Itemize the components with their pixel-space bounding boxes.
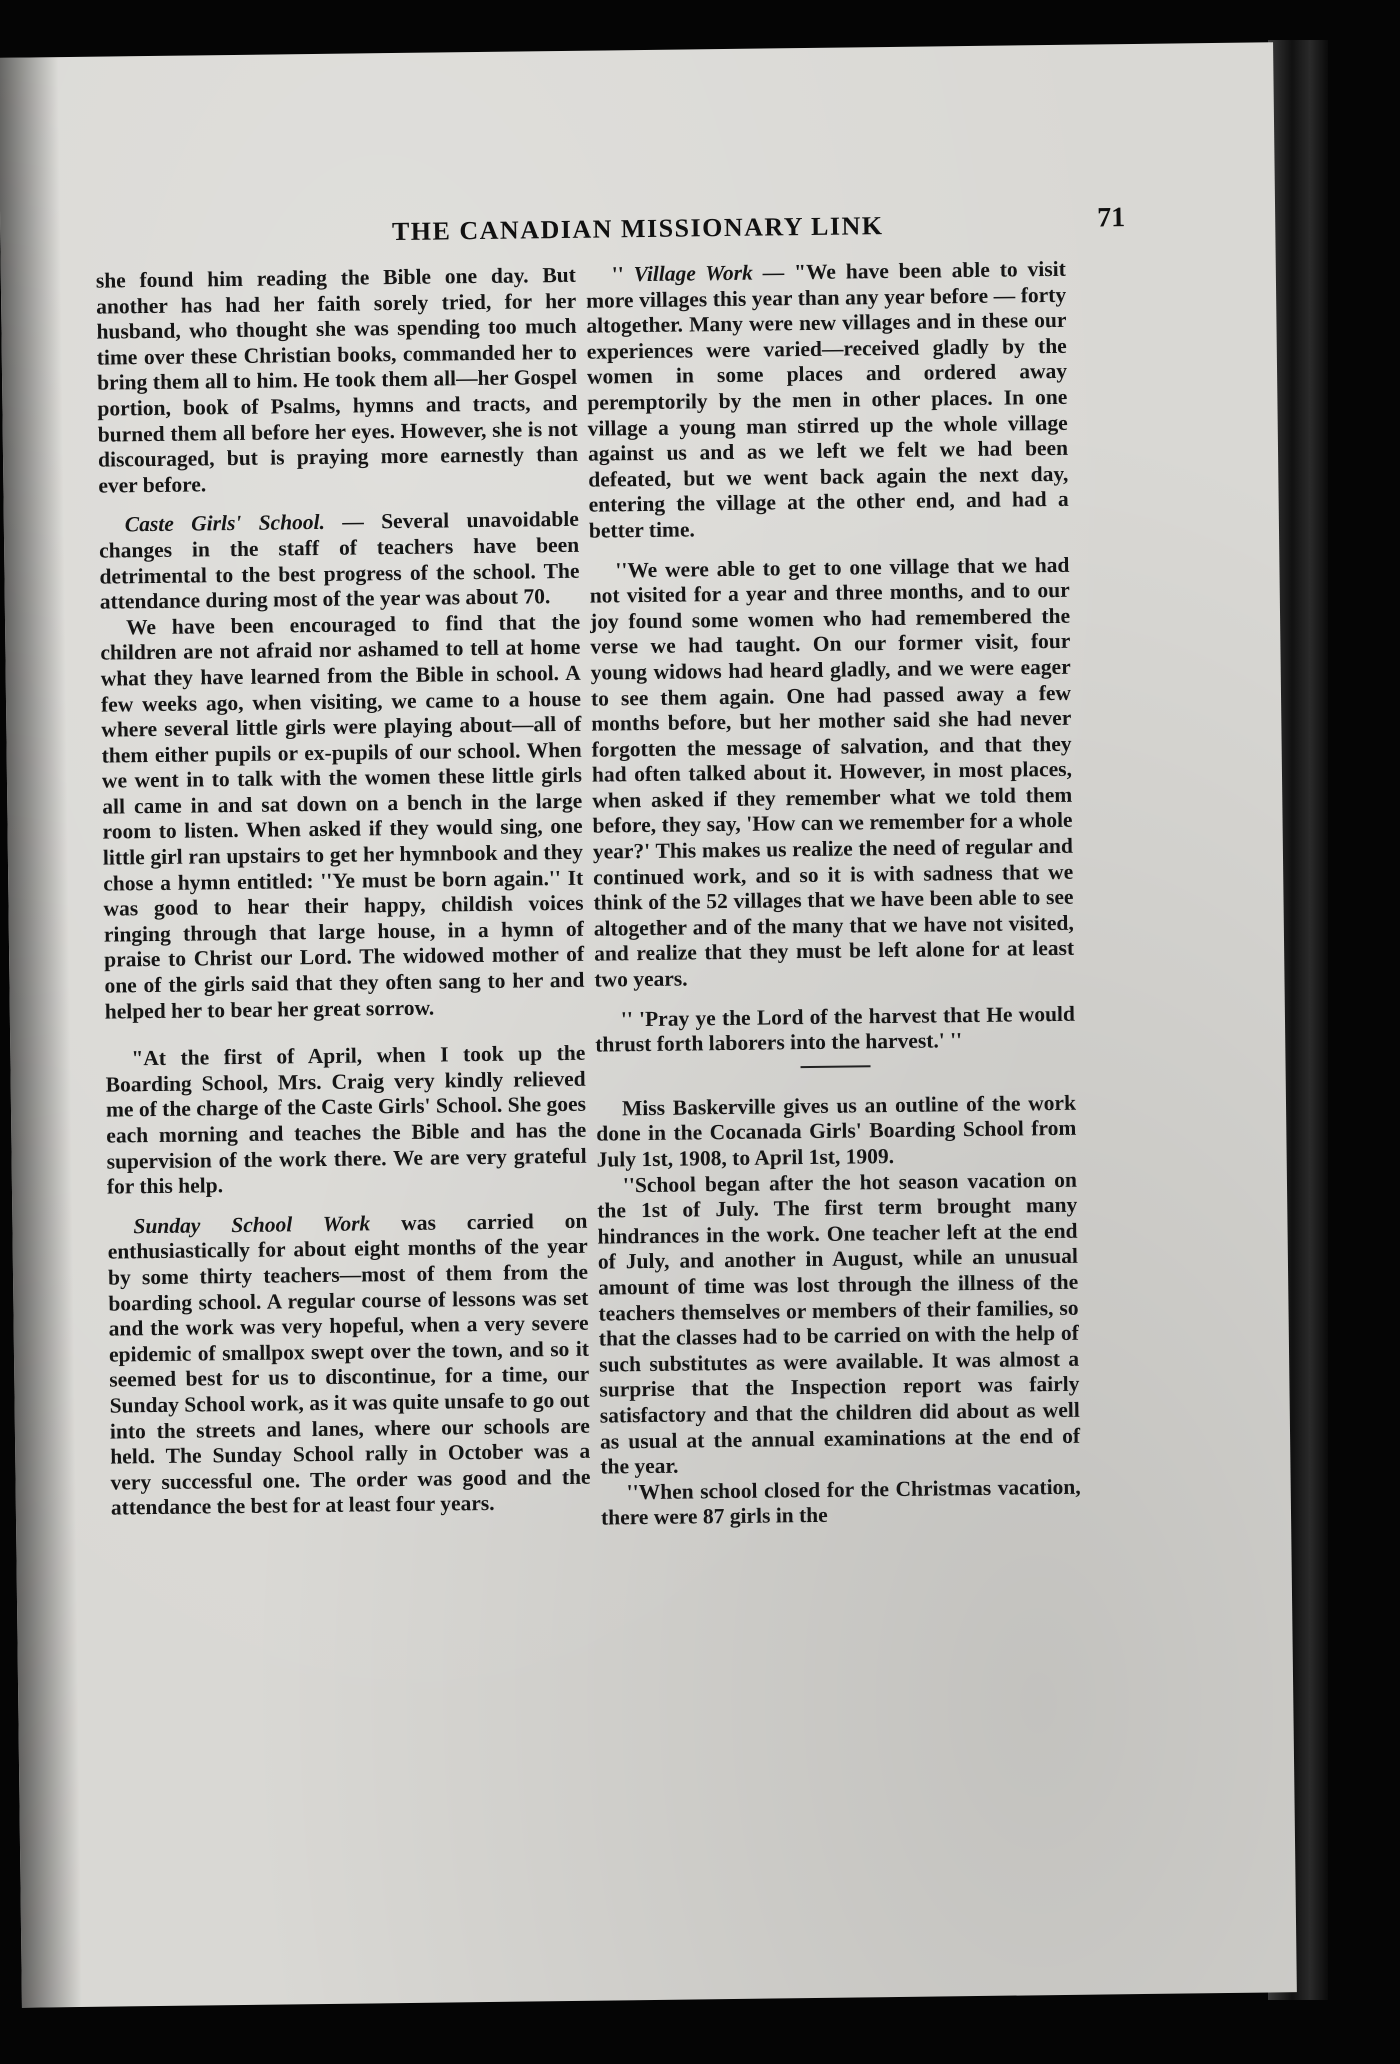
- paragraph-text: was carried on enthusiastically for about eight months of the year by some thirty teachers—most of them from the boarding school. A regular course of lessons was set and the work was very hopeful, when a very severe epidemic of smallpox swept over the town, and so it seemed best for us to discontinue, for a time, our Sunday School work, as it was quite unsafe to go out into the streets and lanes, where our schools are held. The Sunday School rally in October was a very successful one. The order was good and the attendance the best for at least four years.: [107, 1208, 591, 1520]
- document-page: [0, 42, 1297, 2007]
- paragraph-text: — Several unavoidable changes in the staff of teachers have been detrimental to the best progress of the school. The attendance during most of the year was about 70.: [99, 507, 580, 614]
- paragraph-village-work: [586, 257, 1069, 544]
- paragraph: ''When school closed for the Christmas vacation, there were 87 girls in the: [600, 1474, 1081, 1530]
- paragraph-sunday-school: [107, 1209, 591, 1522]
- page-number: 71: [1096, 202, 1126, 234]
- paragraph-text: — "We have been able to visit more villages this year than any year before — forty altogether. Many were new villages and in these our experiences were varied—received gladly by the women in some places and ordered away peremptorily by the men in other places. In one village a young man stirred up the whole village against us and as we left we felt we had been defeated, but we went back again the next day, entering the village at the other end, and had a better time.: [585, 256, 1069, 543]
- paragraph: ''We were able to get to one village that we had not visited for a year and three months, and to our joy found some women who had remembered the verse we had taught. On our former visit, four young widows had heard gladly, and we were eager to see them again. One had passed away a few months before, but her mother said she had never forgotten the message of salvation, and that they had often talked about it. However, in most places, when asked if they remember what we told them before, they say, 'How can we remember for a whole year?' This makes us realize the need of regular and continued work, and so it is with sadness that we think of the 52 villages that we have been able to see altogether and of the many that we have not visited, and realize that they must be left alone for at least two years.: [589, 552, 1075, 992]
- section-heading: Village Work: [633, 260, 753, 287]
- paragraph-scripture-quote: '' 'Pray ye the Lord of the harvest that He would thrust forth laborers into the harvest.' '': [595, 1001, 1076, 1057]
- section-heading: Sunday School Work: [133, 1211, 371, 1239]
- paragraph: she found him reading the Bible one day. But another has had her faith sorely tried, for her husband, who thought she was spending too much time over these Christian books, commanded her to bring them all to him. He took them all—her Gospel portion, book of Psalms, hymns and tracts, and burned them all before her eyes. However, she is not discouraged, but is praying more earnestly than ever before.: [95, 262, 579, 498]
- paragraph-caste-girls-school: [99, 507, 580, 615]
- paragraph: ''School began after the hot season vacation on the 1st of July. The first term brought many hindrances in the work. One teacher left at the end of July, and another in August, while an unusual amount of time was lost through the illness of the teachers themselves or members of their families, so that the classes had to be carried on with the help of such substitutes as were available. It was almost a surprise that the Inspection report was fairly satisfactory and that the children did about as well as usual at the annual examinations at the end of the year.: [597, 1167, 1081, 1479]
- running-head: THE CANADIAN MISSIONARY LINK: [391, 211, 884, 247]
- left-column: [96, 263, 591, 1522]
- section-heading: Caste Girls' School.: [124, 510, 326, 537]
- paragraph: Miss Baskerville gives us an outline of the work done in the Cocanada Girls' Boarding School from July 1st, 1908, to April 1st, 1909.: [596, 1090, 1077, 1172]
- paragraph: "At the first of April, when I took up the Boarding School, Mrs. Craig very kindly relieved me of the charge of the Caste Girls' School. She goes each morning and teaches the Bible and has the supervision of the work there. We are very grateful for this help.: [105, 1040, 587, 1199]
- quote-mark: '': [611, 262, 634, 287]
- right-column: [586, 257, 1081, 1532]
- paragraph: We have been encouraged to find that the children are not afraid nor ashamed to tell at home what they have learned from the Bible in school. A few weeks ago, when visiting, we came to a house where several little girls were playing about—all of them either pupils or ex-pupils of our school. When we went in to talk with the women these little girls all came in and sat down on a bench in the large room to listen. When asked if they would sing, one little girl ran upstairs to get her hymnbook and they chose a hymn entitled: ''Ye must be born again.'' It was good to hear their happy, childish voices ringing through that large house, in a hymn of praise to Christ our Lord. The widowed mother of one of the girls said that they often sang to her and helped her to bear her great sorrow.: [100, 609, 585, 1024]
- section-divider: [801, 1065, 871, 1068]
